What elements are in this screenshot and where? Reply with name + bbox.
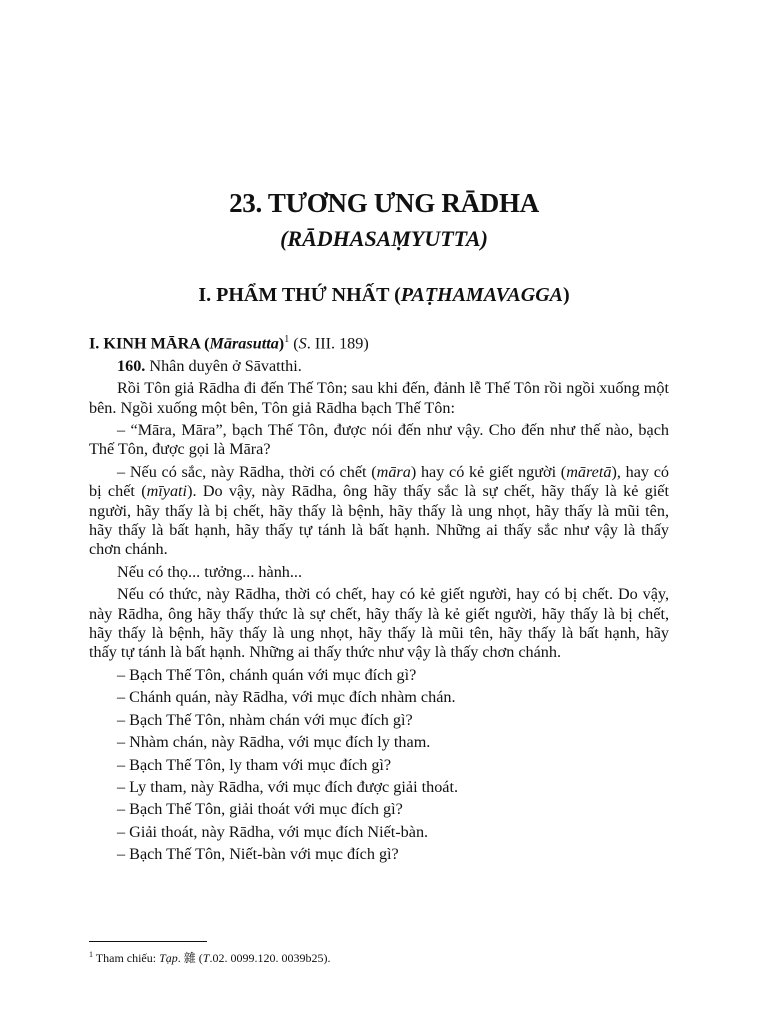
- footnote-collection: T: [202, 951, 210, 965]
- pali-term: māretā: [566, 462, 612, 481]
- paragraph-text: ) hay có kẻ giết người (: [410, 462, 567, 481]
- sutta-ref-rest: . III. 189): [306, 334, 369, 353]
- pali-term: māra: [376, 462, 411, 481]
- chapter-subtitle: (RĀDHASAṂYUTTA): [280, 226, 488, 251]
- paragraph: Nếu có thọ... tưởng... hành...: [117, 562, 303, 581]
- footnote-divider: [89, 941, 207, 942]
- sutta-title-close: ): [278, 334, 285, 353]
- paragraph-text: – Nếu có sắc, này Rādha, thời có chết (: [117, 462, 377, 481]
- dialogue-line: – Nhàm chán, này Rādha, với mục đích ly tham.: [117, 733, 431, 752]
- footnote-mark[interactable]: 1: [284, 334, 290, 345]
- body-text: [89, 330, 669, 868]
- dialogue-line: – Bạch Thế Tôn, Niết-bàn với mục đích gì?: [117, 845, 399, 864]
- dialogue-line: – Bạch Thế Tôn, giải thoát với mục đích gì?: [117, 800, 403, 819]
- pali-term: mīyati: [146, 482, 188, 501]
- sutta-title: [89, 334, 284, 352]
- paragraph-text: ). Do vậy, này Rādha, ông hãy thấy sắc là sự chết, hãy thấy là kẻ giết người, hãy thấy là bị chết, hãy thấy là bệnh, hãy thấy là ung nhọt, hãy thấy là mũi tên, hãy thấy là bất hạnh, hãy thấy tự tánh là bất hạnh. Những ai thấy sắc như vậy là thấy chơn chánh.: [89, 482, 669, 559]
- footnote: [89, 947, 669, 966]
- dialogue-line: – Bạch Thế Tôn, ly tham với mục đích gì?: [117, 755, 392, 774]
- sutta-ref-open: (: [289, 334, 299, 353]
- section-title-suffix: ): [563, 284, 570, 306]
- footnote-number: 1: [89, 950, 93, 959]
- paragraph: [89, 463, 669, 560]
- paragraph: – “Māra, Māra”, bạch Thế Tôn, được nói đến như vậy. Cho đến như thế nào, bạch Thế Tôn, được gọi là Māra?: [89, 421, 669, 459]
- footnote-text: .02. 0099.120. 0039b25).: [209, 951, 331, 965]
- section-title-prefix: I. PHẨM THỨ NHẤT (: [198, 284, 401, 306]
- footnote-text: . 雜 (: [177, 951, 203, 965]
- footnote-source: Tạp: [159, 951, 178, 965]
- dialogue-line: – Ly tham, này Rādha, với mục đích được giải thoát.: [117, 777, 459, 796]
- dialogue-line: – Chánh quán, này Rādha, với mục đích nhàm chán.: [117, 688, 456, 707]
- paragraph-number: 160.: [117, 356, 146, 375]
- sutta-title-text: I. KINH MĀRA (: [89, 334, 210, 353]
- paragraph-text: ), hay có bị chết (: [89, 462, 669, 501]
- dialogue-line: – Bạch Thế Tôn, nhàm chán với mục đích gì?: [117, 710, 413, 729]
- section-title-pali: PAṬHAMAVAGGA: [400, 284, 563, 306]
- sutta-heading: [89, 330, 669, 354]
- paragraph: Nếu có thức, này Rādha, thời có chết, hay có kẻ giết người, hay có bị chết. Do vậy, này Rādha, ông hãy thấy thức là sự chết, hãy thấy là kẻ giết người, hãy thấy là bị chết, hãy thấy là bệnh, hãy thấy là ung nhọt, hãy thấy là mũi tên, hãy thấy là bất hạnh, hãy thấy tự tánh là bất hạnh. Những ai thấy thức như vậy là thấy chơn chánh.: [89, 585, 669, 662]
- footnote-text: Tham chiếu:: [93, 951, 160, 965]
- sutta-ref-collection: S: [298, 334, 307, 353]
- chapter-title: 23. TƯƠNG ƯNG RĀDHA: [229, 188, 539, 218]
- paragraph-text: Nhân duyên ở Sāvatthi.: [145, 356, 302, 375]
- paragraph: Rồi Tôn giả Rādha đi đến Thế Tôn; sau khi đến, đảnh lễ Thế Tôn rồi ngồi xuống một bên. Ngồi xuống một bên, Tôn giả Rādha bạch Thế Tôn:: [89, 379, 669, 417]
- dialogue-line: – Bạch Thế Tôn, chánh quán với mục đích gì?: [117, 665, 417, 684]
- dialogue-line: – Giải thoát, này Rādha, với mục đích Niết-bàn.: [117, 822, 429, 841]
- paragraph-160: [89, 357, 669, 376]
- sutta-title-pali: Mārasutta: [209, 334, 279, 353]
- section-title: [0, 284, 768, 307]
